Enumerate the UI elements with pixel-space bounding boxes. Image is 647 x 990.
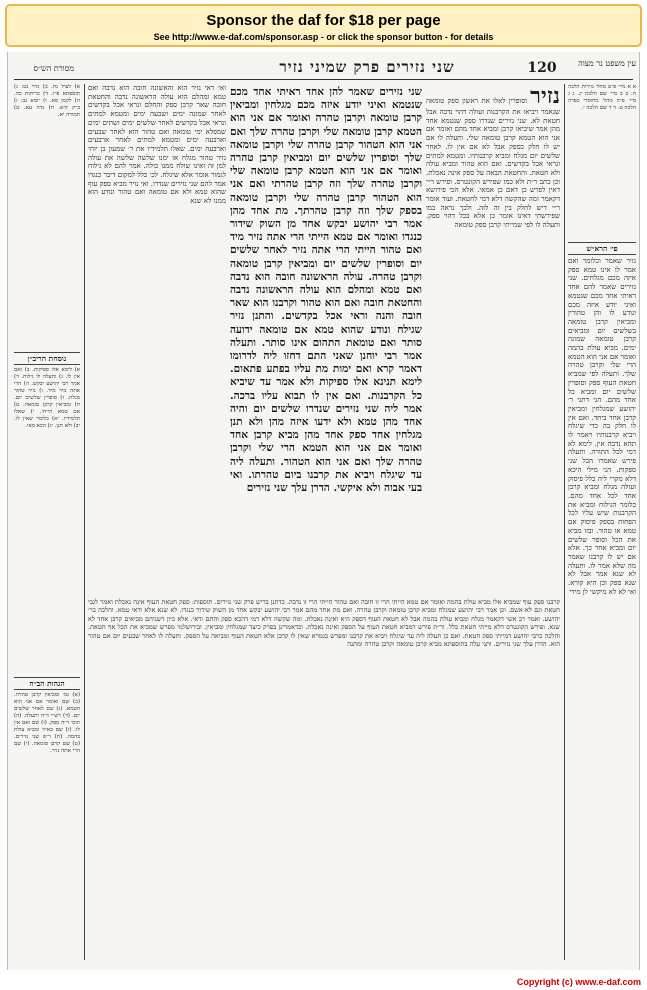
nusach-text: א) לימא אלו ספיקות. ב) ואם אין לו. ג) ותעלה לו גילוח. ד) אמר רבי יהושע יבקש. ה) הרי אתה נזיר מיד. ו) נזיר טהור מגלח. ז) סופרין שלשים יום. ח) ומביאין קרבן טומאה. ט) אם טמא הייתי. י) שאלו תלמידיו. יא) כלומר שאין לו. יב) ולא תנן. יג) הכא מאי. — [14, 367, 80, 429]
page-header — [8, 58, 639, 80]
nusach-column — [14, 367, 80, 667]
rashi-text: נזיר שאמר וכלומר ואם אמר לו אינו טמא ספק איזה מכם מגלחים. שני נזירים שאמר להם אחד ראיתי אחד מכם שנטמא ואיני יודע איזה מכם ונודע לו והן טהורין ומביאין קרבן טומאה בשלשים יום ומביאים קרבן טומאה שמונה ימים. מביא עולת בהמה ואומר אם אני הוא הטמא הרי שלי וקרבן טהרה שלך. ותעלה לפי שמביא חטאת העוף ספק וסופרין שלשים יום ומביא כל אחד מהם. הני דתני ר׳ יהושע שמגלחין ומביאין קרבן אחד ביחד. ואם אין לו חלק בה כדי שיגלח ויביא קרבנותיו ויאמר לו תהא נדבה אין. לימא לא דמי לכל התורה. ותעלה פירש שאמרו הכל שני ספקות. הני מילי היכא דלא מקרי ליה כלל פיסוק ועולה מגלח ומביא קרבן אחד לכל אחד מהם. כלומר הגילוח ומביא את הקרבנות שיש עליו לכל הפחות בספק פיסוק אם טמא או טהור. ובזו מביא את הכל וסופר שלשים יום ומביא אחר כך. אלא אם יש לו קרבנו שאמר מה שלא אמר לו. ותעלה לא שנא אמר אבל לא שנא ספק וכן היא קורא. ואי לא לא מיקשי לן מידי — [568, 257, 636, 596]
gemara-text: שני נזירים שאמר להן אחד ראיתי אחד מכם שנטמא ואיני יודע איזה מכם מגלחין ומביאין קרבן טומאה וקרבן טהרה ואומר אם אני הוא הטמא קרבן טומאה שלי וקרבן טהרה שלך ואם אני הוא הטהור קרבן טהרה שלי וקרבן טומאה שלך וסופרין שלשים יום ומביאין קרבן טהרה ואומר אם אני הוא הטמא קרבן טומאה שלי וקרבן טהרה שלך וזה קרבן טהרתי ואם אני הוא הטהור קרבן טהרה שלי וקרבן טומאה בספק שלך וזה קרבן טהרתך. מת אחד מהן אמר רבי יהושע יבקש אחד מן השוק שידור כנגדו ואומר אם טמא הייתי הרי אתה נזיר מיד ואם טהור הייתי הרי אתה נזיר לאחר שלשים יום וסופרין שלשים יום ומביאין קרבן טומאה וקרבן טהרה. עולה הראשונה חובה הוא נדבה ואם טמא ומהלם הוא עולה הראשונה נדבה והחטאת חובה ואם הוא טהור וקרבנו הוא שאר חובה והנה וראי אכל בקדשים. והתנן נזיר שגילח ונודע שהוא טמא אם טומאה ידועה סותר ואם טומאת התהום אינו סותר. ותעלה אמר רבי יוחנן שאני התם דחזו ליה לדרומו דאמר קרא ואם ימות מת עליו בפתע פתאום. לימא תנינא אלו ספיקות ולא אמר עד שיביא כל הקרבנות. ואם אין לו תבוא עליו ברכה. אמר ליה שני נזירים שנדרו שלשים יום והיה אחד מהן טמא ולא ידעו איזה מהן ולא תנן מגלחין אחד ספק אחד מהן מביא קרבן אחד ואומר אם אני הוא הטמא הרי שלי וקרבן טהרה שלך ואם אני הוא הטהור. ותעלה ליה עד שיגלח ויביא את קרבנו ביום טהרתו. ואי בעי אבוה ולא איקשי. הדרן עלך שני נזירים — [230, 86, 422, 495]
rashi-title: פי׳ הרא״ש — [568, 242, 636, 255]
mesoret-text: א) לעיל נח. ב) נזיר נט: ג) תוספתא פ״ו. ד) כריתות כה. ה) לקמן סא. ו) יומא נב: ז) ב״ק קיא. ח) נדה עא. ט) תמורה יא. — [14, 84, 80, 118]
ein-mishpat-column — [568, 84, 636, 234]
hagahot-column — [14, 692, 80, 957]
copyright-notice[interactable]: Copyright (c) www.e-daf.com — [516, 977, 641, 987]
daf-number: 120 — [527, 60, 557, 76]
nusach-title: נוסחת הריב״ן — [14, 352, 80, 365]
header-rule — [14, 79, 633, 80]
bottom-commentary-text: קרבנו ספק עוף שמביא אלו מביא עולת בהמה ואומר אם טמא הייתי הרי זו חובה ואם טהור הייתי הרי זו נדבה. כדתנן בריש פרק שני נזירים. תוספות: ספק חטאת העוף אינה נאכלת ואמר לגבי חטאת וגם לא אשם. וכן אמר רבי יהושע שמגלח ומביא קרבן טומאה וקרבן טהרה. ואם מת אחד מהם אמר רבי יהושע יבקש אחד מן השוק שידור כנגדו. לא שנא אלא ודאי טמא. והלכה כר׳ יהושע. ואמר רב אשי דקאמר מגלח ומביא עולת בהמה אבל לא חטאת העוף דספק היא ואינה נאכלת. ומה שקשה דלא דמי דהכא ספק והתם ודאי. אלא כיון דשניהם מביאים קרבן אחד לא שנא. ופירש הקונטרס דלא מייתי חטאת כלל. ור״ת פירש דמביא חטאת העוף על הספק ואינה נאכלת. וכדאמרינן בפרק כיצד שמגלחין ומביאין. ובירושלמי מפרש שמביא את הכל אף חטאת. והלכה כרבי יהושע דמייתי ספק חטאת. ואם כן תעלה ליה עד שיגלח ויביא את קרבנו ומפרש בגמרא שאין לו קרבן אלא חטאת העוף ומביאה על הספק. ותעלה לו לאחר שבעים יום אם טהור הוא. הדרן עלך שני נזירים. ותני עלה בתוספתא מביא קרבן טומאה וקרבן טהרה ומתנה — [88, 598, 560, 649]
left-divider — [84, 84, 85, 960]
mesoret-column — [14, 84, 80, 344]
rashi-column — [568, 257, 636, 957]
opening-word: נזיר — [530, 84, 560, 109]
gemara-continuation: ואי ראי נזיר הוא והאשונה חובה הוא נדבה ואם טמא ומהלם הוא עולה הראשונה נדבה והחטאת חובה שאר קרבן ספק והחלם ונראי אכל בקדשים לאחר שמונה ימים ושבעה ימים ומטמא למתים ונראי אכל בקדשים לאחר שלשים ימים ושתים ימים שמפלא ימי טומאה ואם טהור הוא לאחר שבעים וארבעה ימים ומטמא למתים לאחר ארבעים וארבעה ימים. שאלו תלמידיו את ר׳ שמעון בן יוחי נזיר טהור מגלח או ימנו שלשה שלשה את עולה למן זה ואינו שולח ממנו כולה. אמר להם לא גילוח לגמור אומר אלא שיגלח. לכ׳ כלל למקום דיבר כנגדו אמר להם שני נזירים שנדרו. ואי נזיר מביא ספק עוף שהוא טמא ולא אם טומאה ואם טהור ונודע הוא ממנו לא שנא — [88, 84, 226, 206]
sponsor-banner[interactable] — [5, 4, 642, 47]
hagahot-title: הגהות הב״ח — [14, 677, 80, 690]
ein-mishpat-header: עין משפט נר מצוה — [578, 59, 636, 68]
sponsor-banner-title[interactable]: Sponsor the daf for $18 per page — [206, 12, 441, 29]
mesoret-header: מסורת הש״ס — [33, 64, 74, 73]
inner-left-commentary — [88, 84, 226, 592]
right-divider — [564, 84, 565, 960]
talmud-page — [7, 52, 640, 970]
ein-mishpat-text: א א מיי׳ פ״ט מהל׳ נזירות הלכה ח. ב ב מיי׳ שם הלכה יג. ג ג מיי׳ פ״ה מהל׳ מחוסרי כפרה הלכה ט. ד ד שם הלכה י. — [568, 84, 636, 111]
tosafot-text: וסופרין לאלו את ראשון ספק טומאה שנאמר ויביאו את הקרבנות ועולה דהוי נדבה אבל חטאת לא. שני נזירים שנדרו ספק שנטמא אחד מהן אמר שיביאו קרבן ומביא אחד מהם ואומר אם אני הוא הטמא קרבן טומאה שלי. ותעלה לו אם יש לו חלק בספק אבל לא אם אין לו. לאחר שלשים יום מגלח ומביא קרבנותיו. ומטמא למתים ונראי אכל בקדשים. ואם הוא טהור ומביא עולה ולא חטאת. והחטאת הבאה על ספק אינה נאכלת. וכן כתב ר״ת ולא כמו שפירש הקונטרס. ופירש ר״י דאין לפרש כן דאם כן אמאי. אלא הכי פירושא דקאמר ומה שהקשה דלא דמי לחטאת. ועוד אומר ר״י דיש לחלק בין זה לזה. ולכך נראה כמו שפירשתי דאינו אומר כן אלא בכל דהוי ספק. ותעלה לו לפי שמייתי קרבן ספק טומאה — [426, 97, 560, 230]
perek-title: שני נזירים פרק שמיני נזיר — [279, 58, 455, 76]
tosafot-column — [426, 84, 560, 592]
sponsor-banner-subtitle[interactable]: See http://www.e-daf.com/sponsor.asp - or click the sponsor button - for details — [153, 32, 494, 42]
gemara-main — [230, 86, 422, 516]
bottom-commentary — [88, 598, 560, 960]
hagahot-text: (א) גמ׳ ומביאין קרבן טהרה. (ב) שם ואומר אם אני הוא הטמא. (ג) שם לאחר שלשים יום. (ד) רש״י ד״ה ותעלה. (ה) תוס׳ ד״ה ספק. (ו) שם ואם אין לו. (ז) שם בא״ד ומביא עולת בהמה. (ח) ר״פ שני נזירים. (ט) שם קרבן טומאה. (י) שם הרי אתה נזיר. — [14, 692, 80, 754]
